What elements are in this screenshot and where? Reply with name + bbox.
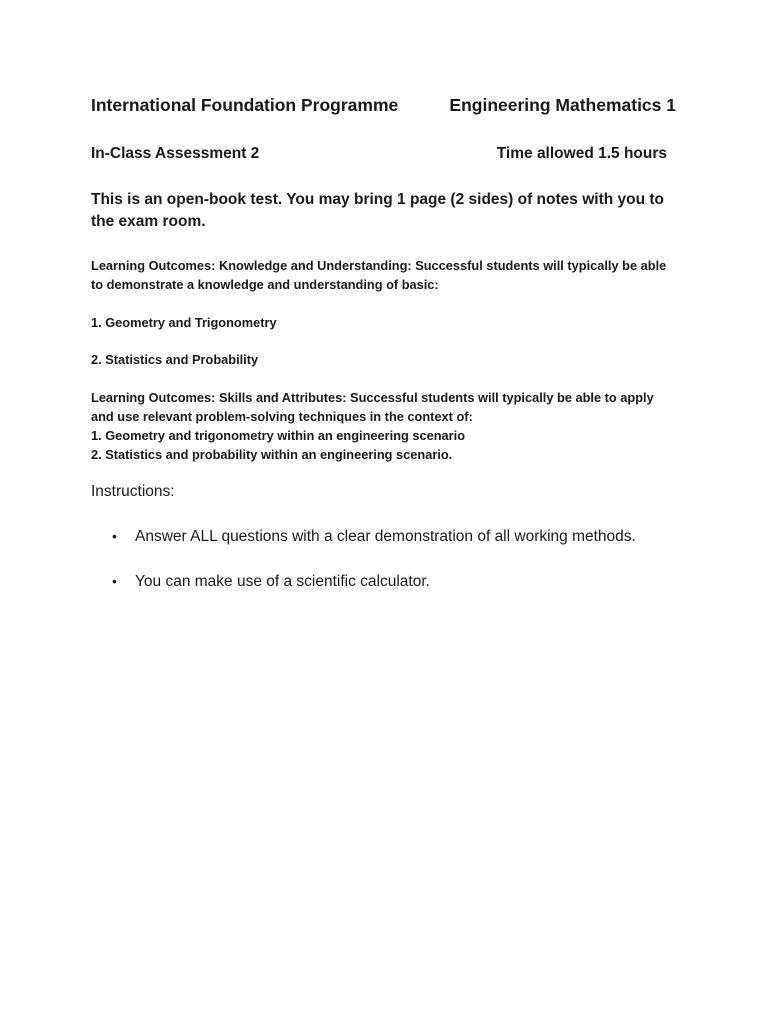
lo-skills-line-1: Learning Outcomes: Skills and Attributes: Successful students will typically be able to apply (91, 390, 654, 405)
skills-item-geometry: 1. Geometry and trigonometry within an engineering scenario (91, 428, 466, 443)
learning-outcomes-skills (91, 388, 681, 464)
time-allowed: Time allowed 1.5 hours (496, 145, 667, 162)
instruction-bullet-2 (112, 573, 712, 591)
lo-knowledge-line-1: Learning Outcomes: Knowledge and Understanding: Successful students will typically be able (91, 258, 667, 273)
instruction-text-1: Answer ALL questions with a clear demonstration of all working methods. (135, 528, 636, 545)
learning-outcomes-knowledge (91, 256, 681, 294)
assessment-title: In-Class Assessment 2 (91, 145, 260, 162)
open-book-note (91, 189, 681, 233)
instruction-bullet-1 (112, 528, 712, 546)
bullet-icon: • (112, 528, 117, 544)
lo-knowledge-line-2: to demonstrate a knowledge and understanding of basic: (91, 277, 439, 292)
lo-skills-line-2: and use relevant problem-solving techniques in the context of: (91, 409, 473, 424)
bullet-icon: • (112, 573, 117, 589)
knowledge-item-geometry: 1. Geometry and Trigonometry (91, 315, 277, 330)
module-title: Engineering Mathematics 1 (449, 95, 676, 115)
knowledge-item-statistics: 2. Statistics and Probability (91, 352, 259, 367)
skills-item-statistics: 2. Statistics and probability within an engineering scenario. (91, 447, 453, 462)
assessment-row (91, 145, 676, 163)
title-row (91, 95, 676, 116)
programme-title: International Foundation Programme (91, 95, 399, 115)
instructions-heading: Instructions: (91, 483, 175, 500)
instruction-text-2: You can make use of a scientific calculator. (135, 573, 430, 590)
open-book-line-2: the exam room. (91, 213, 206, 230)
open-book-line-1: This is an open-book test. You may bring 1 page (2 sides) of notes with you to (91, 191, 664, 208)
